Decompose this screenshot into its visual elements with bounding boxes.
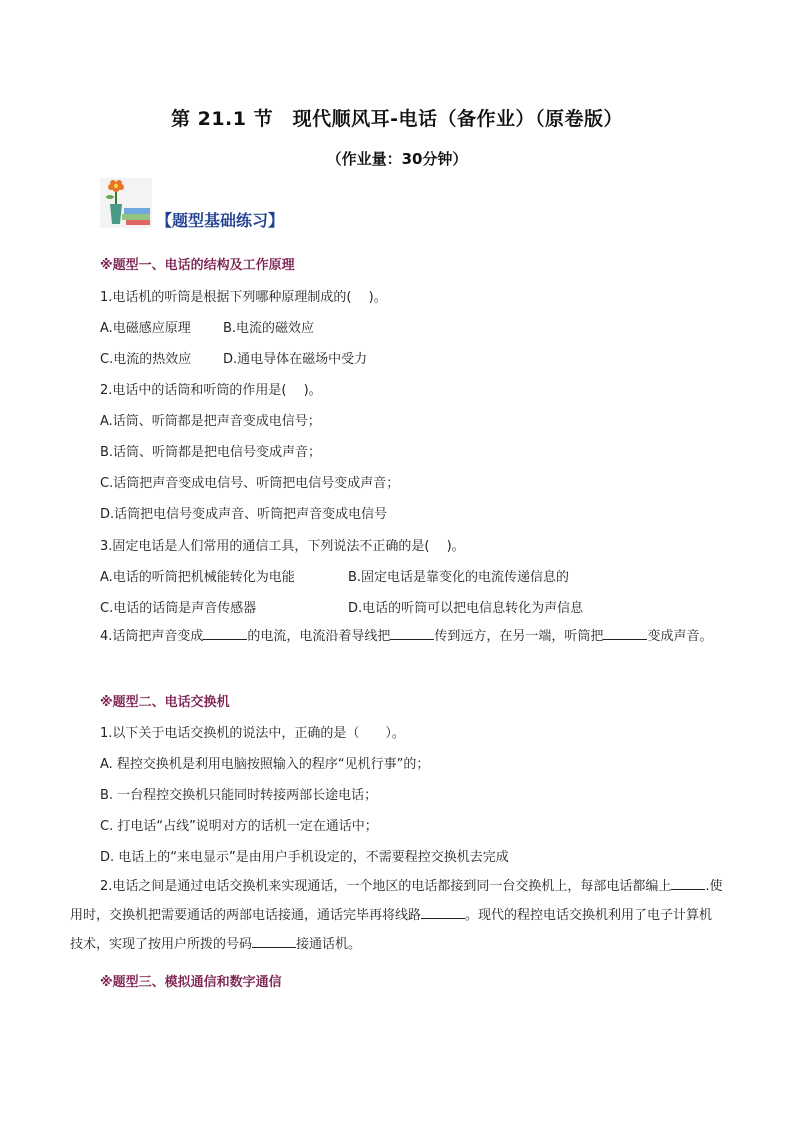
section-banner bbox=[100, 178, 360, 234]
option-1-3-d: D.电话的听筒可以把电信息转化为声信息 bbox=[348, 601, 584, 616]
option-1-1-b: B.电流的磁效应 bbox=[223, 321, 315, 336]
question-2-2-text-3: 。现代的程控电话交换机利用了电子计算机技术，实现了按用户所拨的号码 bbox=[70, 908, 713, 952]
question-1-4-text-4: 变成声音。 bbox=[647, 629, 713, 644]
banner-label: 【题型基础练习】 bbox=[156, 211, 285, 230]
page-subtitle: （作业量：30分钟） bbox=[326, 150, 468, 168]
question-1-3: 3.固定电话是人们常用的通信工具，下列说法不正确的是( )。 bbox=[100, 539, 465, 554]
option-1-2-a: A.话筒、听筒都是把声音变成电信号； bbox=[100, 414, 321, 429]
answer-blank bbox=[421, 904, 465, 919]
question-2-1: 1.以下关于电话交换机的说法中，正确的是（ ）。 bbox=[100, 726, 405, 741]
question-1-4 bbox=[70, 622, 724, 651]
option-1-2-b: B.话筒、听筒都是把电信号变成声音； bbox=[100, 445, 322, 460]
question-1-4-text-2: 的电流，电流沿着导线把 bbox=[247, 629, 391, 644]
option-1-1-d: D.通电导体在磁场中受力 bbox=[223, 352, 368, 367]
option-1-1-a: A.电磁感应原理 bbox=[100, 321, 191, 336]
answer-blank bbox=[671, 875, 705, 890]
option-1-1-c: C.电流的热效应 bbox=[100, 352, 192, 367]
question-2-2-text-1: 2.电话之间是通过电话交换机来实现通话，一个地区的电话都接到同一台交换机上，每部电话都编上 bbox=[100, 879, 672, 894]
option-2-1-b: B. 一台程控交换机只能同时转接两部长途电话； bbox=[100, 788, 378, 803]
section-heading-3: ※题型三、模拟通信和数字通信 bbox=[100, 975, 282, 990]
answer-blank bbox=[203, 625, 247, 640]
option-1-3-b: B.固定电话是靠变化的电流传递信息的 bbox=[348, 570, 570, 585]
option-1-2-c: C.话筒把声音变成电信号、听筒把电信号变成声音； bbox=[100, 476, 400, 491]
flower-books-icon bbox=[100, 178, 152, 228]
question-2-2-text-4: 接通话机。 bbox=[296, 937, 362, 952]
section-heading-2: ※题型二、电话交换机 bbox=[100, 695, 230, 710]
option-1-3-a: A.电话的听筒把机械能转化为电能 bbox=[100, 570, 295, 585]
question-1-2: 2.电话中的话筒和听筒的作用是( )。 bbox=[100, 383, 322, 398]
option-1-2-d: D.话筒把电信号变成声音、听筒把声音变成电信号 bbox=[100, 507, 388, 522]
question-2-2-text-2: .使用时，交换机把需要通话的两部电话接通，通话完毕再将线路 bbox=[70, 879, 723, 923]
answer-blank bbox=[252, 933, 296, 948]
option-2-1-c: C. 打电话“占线”说明对方的话机一定在通话中； bbox=[100, 819, 378, 834]
question-2-2 bbox=[70, 872, 724, 959]
answer-blank bbox=[603, 625, 647, 640]
question-1-4-text-3: 传到远方，在另一端，听筒把 bbox=[434, 629, 604, 644]
option-2-1-d: D. 电话上的“来电显示”是由用户手机设定的，不需要程控交换机去完成 bbox=[100, 850, 509, 865]
answer-blank bbox=[390, 625, 434, 640]
page-title: 第 21.1 节 现代顺风耳-电话（备作业）（原卷版） bbox=[171, 108, 623, 130]
question-1-1: 1.电话机的听筒是根据下列哪种原理制成的( )。 bbox=[100, 290, 387, 305]
question-1-4-text-1: 4.话筒把声音变成 bbox=[100, 629, 204, 644]
option-1-3-c: C.电话的话筒是声音传感器 bbox=[100, 601, 257, 616]
option-2-1-a: A. 程控交换机是利用电脑按照输入的程序“见机行事”的； bbox=[100, 757, 430, 772]
section-heading-1: ※题型一、电话的结构及工作原理 bbox=[100, 258, 295, 273]
